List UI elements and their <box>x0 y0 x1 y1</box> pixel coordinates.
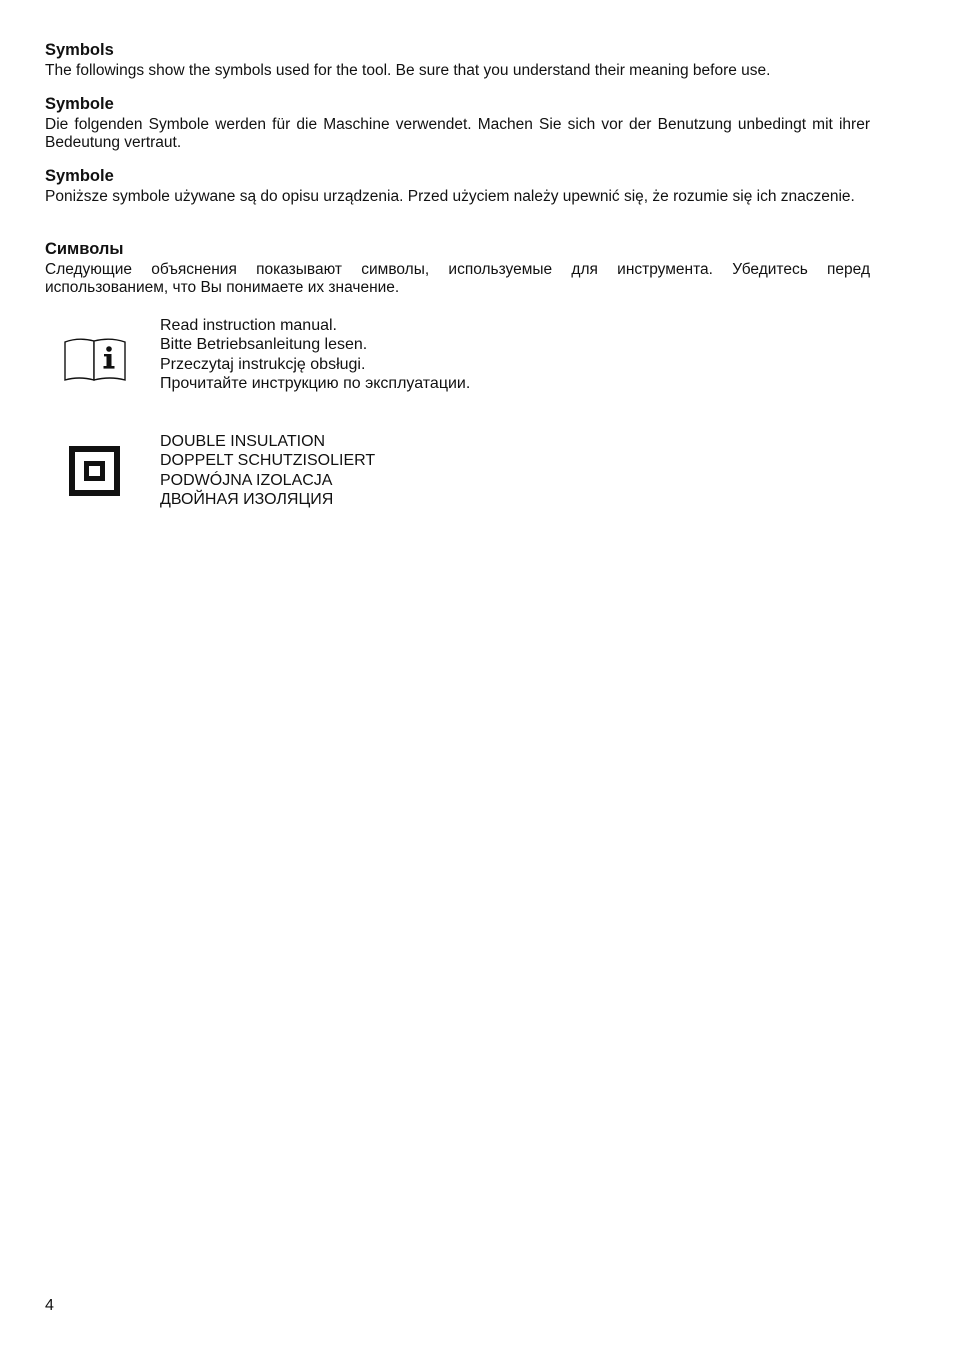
symbol-label-pl: PODWÓJNA IZOLACJA <box>160 471 333 489</box>
symbol-label-ru: Прочитайте инструкцию по эксплуатации. <box>160 374 471 392</box>
section-text: Die folgenden Symbole werden für die Maschine verwendet. Machen Sie sich vor der Benutzung unbedingt mit ihrer Bedeutung vertraut. <box>45 116 870 151</box>
symbol-label-de: Bitte Betriebsanleitung lesen. <box>160 336 368 354</box>
double-insulation-icon <box>69 446 120 501</box>
read-manual-icon <box>64 336 126 387</box>
section-heading: Symbols <box>45 41 114 59</box>
symbol-label-pl: Przeczytaj instrukcję obsługi. <box>160 355 366 373</box>
section-text: Poniższe symbole używane są do opisu urządzenia. Przed użyciem należy upewnić się, że rozumie się ich znaczenie. <box>45 188 855 205</box>
symbol-label-ru: ДВОЙНАЯ ИЗОЛЯЦИЯ <box>160 490 334 508</box>
read-manual-description <box>160 316 470 393</box>
page-number: 4 <box>45 1297 54 1314</box>
section-symbols-ru <box>45 239 870 297</box>
section-heading: Symbole <box>45 95 114 113</box>
section-symbols-de <box>45 94 870 152</box>
section-heading: Символы <box>45 240 124 258</box>
symbol-label-en: Read instruction manual. <box>160 317 337 334</box>
section-heading: Symbole <box>45 167 114 185</box>
section-symbols-en <box>45 40 870 80</box>
section-text: The followings show the symbols used for the tool. Be sure that you understand their meaning before use. <box>45 62 771 79</box>
section-symbols-pl <box>45 166 870 206</box>
double-insulation-description <box>160 432 375 509</box>
symbol-label-de: DOPPELT SCHUTZISOLIERT <box>160 452 376 470</box>
section-text: Следующие объяснения показывают символы, используемые для инструмента. Убедитесь перед использованием, что Вы понимаете их значение. <box>45 261 870 296</box>
symbol-label-en: DOUBLE INSULATION <box>160 433 326 450</box>
